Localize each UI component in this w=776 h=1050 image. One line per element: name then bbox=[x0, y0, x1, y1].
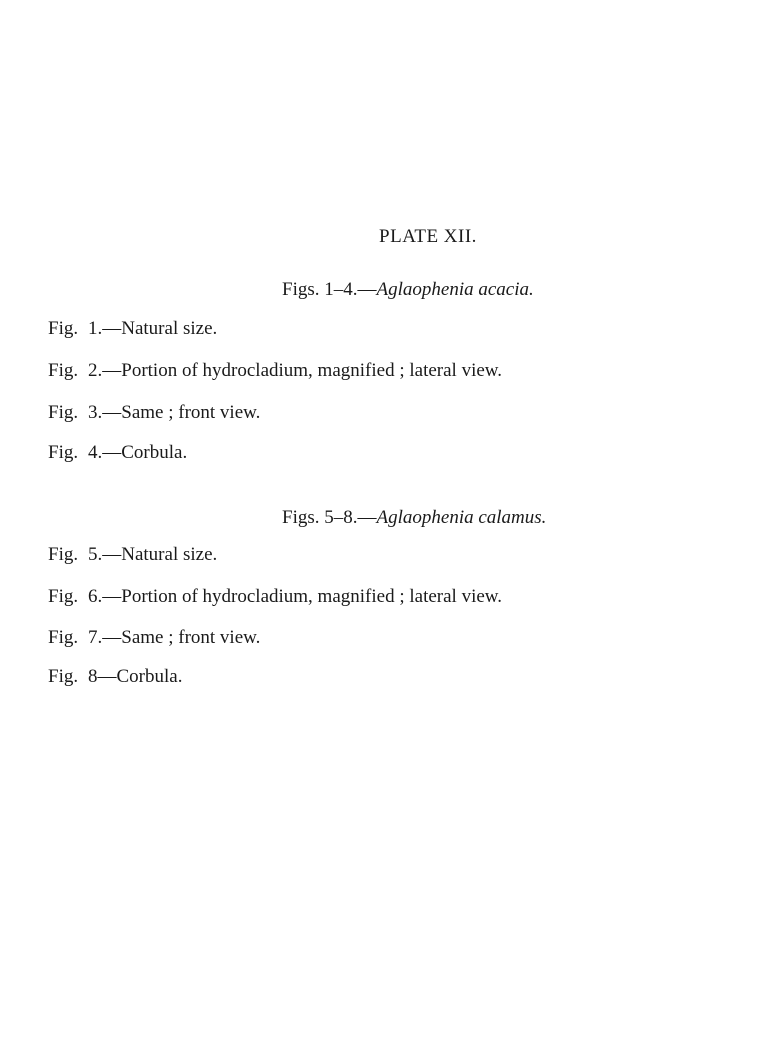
species-name: Aglaophenia acacia. bbox=[376, 279, 534, 300]
group-heading-prefix: Figs. 5–8.— bbox=[282, 507, 377, 528]
fig-label: Fig. bbox=[48, 442, 79, 463]
group-heading-2 bbox=[282, 507, 546, 529]
fig-caption: 8—Corbula. bbox=[88, 666, 183, 687]
fig-label: Fig. bbox=[48, 360, 79, 381]
fig-caption: 1.—Natural size. bbox=[88, 318, 218, 339]
figure-entry-2 bbox=[48, 360, 502, 382]
fig-caption: 6.—Portion of hydrocladium, magnified ; lateral view. bbox=[88, 586, 503, 607]
species-name: Aglaophenia calamus. bbox=[376, 507, 547, 528]
figure-entry-8 bbox=[48, 666, 182, 688]
plate-title: PLATE XII. bbox=[379, 226, 477, 247]
fig-caption: 3.—Same ; front view. bbox=[88, 402, 261, 423]
fig-label: Fig. bbox=[48, 666, 79, 687]
fig-label: Fig. bbox=[48, 544, 79, 565]
figure-entry-3 bbox=[48, 402, 260, 424]
figure-entry-5 bbox=[48, 544, 217, 566]
figure-entry-4 bbox=[48, 442, 187, 464]
fig-label: Fig. bbox=[48, 586, 79, 607]
fig-caption: 4.—Corbula. bbox=[88, 442, 188, 463]
fig-label: Fig. bbox=[48, 318, 79, 339]
fig-caption: 5.—Natural size. bbox=[88, 544, 218, 565]
figure-entry-6 bbox=[48, 586, 502, 608]
fig-label: Fig. bbox=[48, 627, 79, 648]
fig-label: Fig. bbox=[48, 402, 79, 423]
fig-caption: 7.—Same ; front view. bbox=[88, 627, 261, 648]
figure-entry-7 bbox=[48, 627, 260, 649]
group-heading-1 bbox=[282, 279, 534, 301]
fig-caption: 2.—Portion of hydrocladium, magnified ; lateral view. bbox=[88, 360, 503, 381]
group-heading-prefix: Figs. 1–4.— bbox=[282, 279, 377, 300]
figure-entry-1 bbox=[48, 318, 217, 340]
